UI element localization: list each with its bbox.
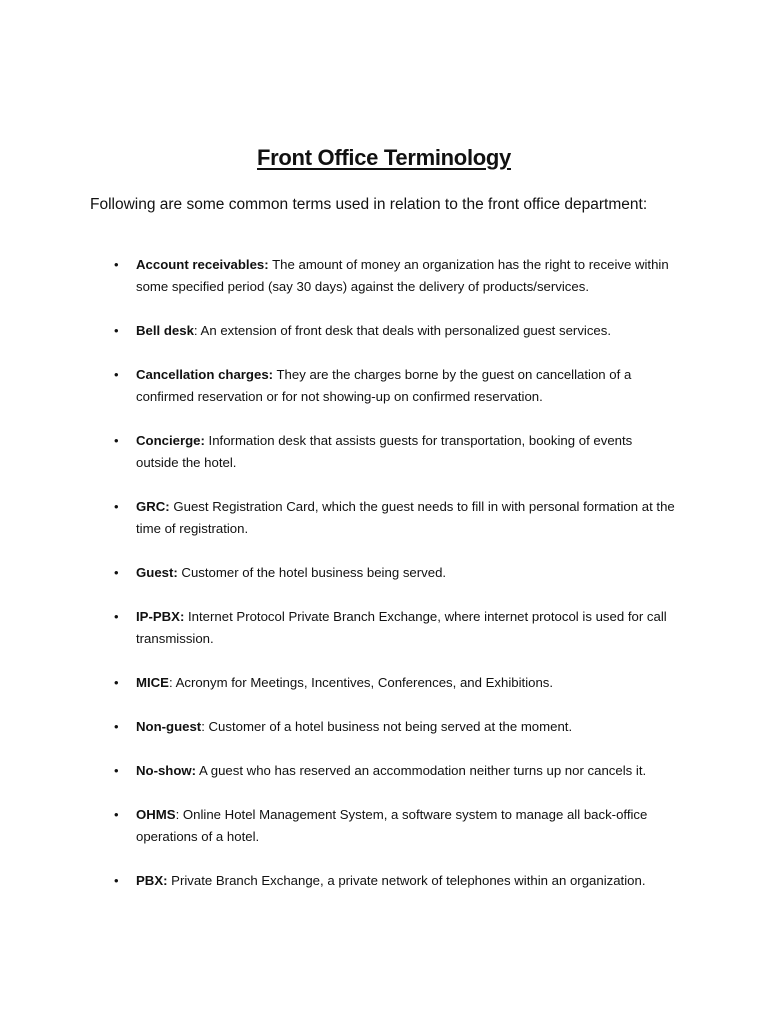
term-name: Guest: — [136, 565, 178, 580]
list-item — [0, 254, 676, 298]
bullet-icon: • — [114, 323, 119, 338]
term-definition: Customer of the hotel business being served. — [177, 565, 447, 580]
bullet-icon: • — [114, 719, 119, 734]
term-definition: Guest Registration Card, which the guest needs to fill in with personal formation at the time of registration. — [136, 499, 675, 536]
bullet-icon: • — [114, 763, 119, 778]
list-item — [0, 804, 676, 848]
bullet-icon: • — [114, 675, 119, 690]
term-definition: A guest who has reserved an accommodation neither turns up nor cancels it. — [196, 763, 647, 778]
term-definition: : Online Hotel Management System, a software system to manage all back-office operations of a hotel. — [136, 807, 648, 844]
list-item — [0, 672, 676, 694]
term-name: Bell desk — [136, 323, 194, 338]
term-name: Non-guest — [136, 719, 202, 734]
term-name: Cancellation charges: — [136, 367, 274, 382]
list-item — [0, 870, 676, 892]
term-name: No-show: — [136, 763, 197, 778]
term-name: PBX: — [136, 873, 168, 888]
bullet-icon: • — [114, 257, 119, 272]
term-definition: They are the charges borne by the guest on cancellation of a confirmed reservation or for not showing-up on confirmed reservation. — [136, 367, 632, 404]
term-definition: Internet Protocol Private Branch Exchange, where internet protocol is used for call transmission. — [136, 609, 667, 646]
bullet-icon: • — [114, 433, 119, 448]
intro-paragraph: Following are some common terms used in relation to the front office department: — [90, 196, 648, 213]
list-item — [0, 320, 676, 342]
term-name: MICE — [136, 675, 169, 690]
term-name: Concierge: — [136, 433, 205, 448]
list-item — [0, 716, 676, 738]
term-definition: : Acronym for Meetings, Incentives, Conferences, and Exhibitions. — [168, 675, 554, 690]
term-name: Account receivables: — [136, 257, 269, 272]
list-item — [0, 562, 676, 584]
list-item — [0, 496, 676, 540]
term-definition: : An extension of front desk that deals with personalized guest services. — [193, 323, 612, 338]
term-definition: : Customer of a hotel business not being served at the moment. — [201, 719, 573, 734]
bullet-icon: • — [114, 367, 119, 382]
bullet-icon: • — [114, 609, 119, 624]
term-definition: The amount of money an organization has the right to receive within some specified period (say 30 days) against the delivery of products/services. — [136, 257, 669, 294]
list-item — [0, 606, 676, 650]
page-title: Front Office Terminology — [257, 145, 511, 170]
bullet-icon: • — [114, 499, 119, 514]
list-item — [0, 760, 676, 782]
bullet-icon: • — [114, 807, 119, 822]
bullet-icon: • — [114, 873, 119, 888]
term-name: IP-PBX: — [136, 609, 185, 624]
list-item — [0, 430, 676, 474]
list-item — [0, 364, 676, 408]
term-definition: Private Branch Exchange, a private network of telephones within an organization. — [167, 873, 646, 888]
term-definition: Information desk that assists guests for transportation, booking of events outside the hotel. — [136, 433, 633, 470]
bullet-icon: • — [114, 565, 119, 580]
terms-list — [0, 254, 768, 914]
term-name: GRC: — [136, 499, 170, 514]
term-name: OHMS — [136, 807, 176, 822]
